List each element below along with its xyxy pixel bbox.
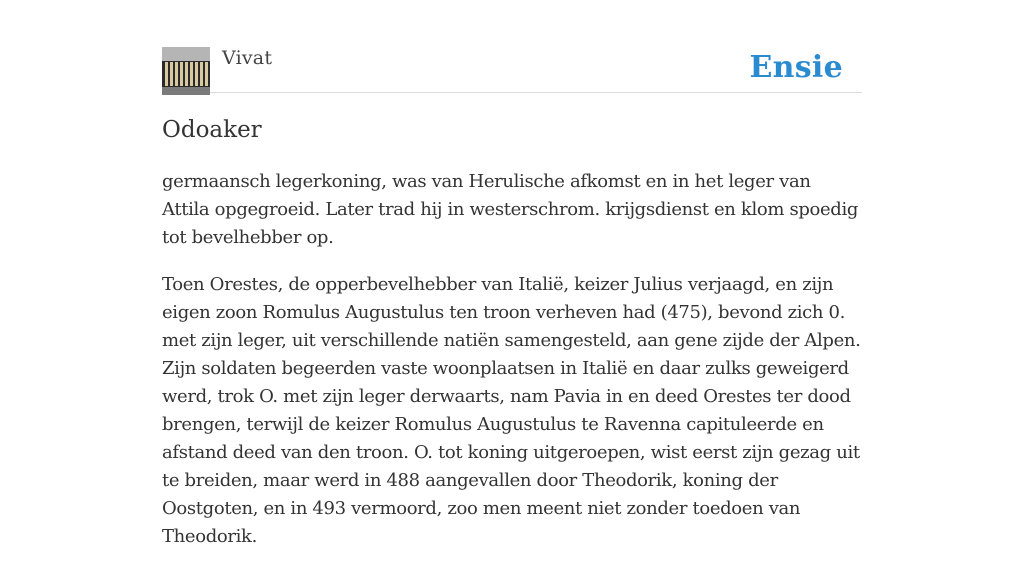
header [162,46,862,93]
brand-logo[interactable]: Ensie [749,50,843,85]
article-paragraph: germaansch legerkoning, was van Herulische afkomst en in het leger van Attila opgegroeid. Later trad hij in westerschrom. krijgsdienst en klom spoedig tot bevelhebber op. [162,171,859,248]
source-name[interactable]: Vivat [222,47,273,69]
book-spines-icon [162,47,210,95]
article-paragraph: Toen Orestes, de opperbevelhebber van Italië, keizer Julius verjaagd, en zijn eigen zoon Romulus Augustulus ten troon verheven had (475), bevond zich 0. met zijn leger, uit verschillende natiën samengesteld, aan gene zijde der Alpen. Zijn soldaten begeerden vaste woonplaatsen in Italië en daar zulks geweigerd werd, trok O. met zijn leger derwaarts, nam Pavia in en deed Orestes ter dood brengen, terwijl de keizer Romulus Augustulus te Ravenna capituleerde en afstand deed van den troon. O. tot koning uitgeroepen, wist eerst zijn gezag uit te breiden, maar werd in 488 aangevallen door Theodorik, koning der Oostgoten, en in 493 vermoord, zoo men meent niet zonder toedoen van Theodorik. [162,274,861,547]
article-title: Odoaker [162,117,262,143]
article-body [162,168,862,570]
source-avatar[interactable] [162,47,210,95]
